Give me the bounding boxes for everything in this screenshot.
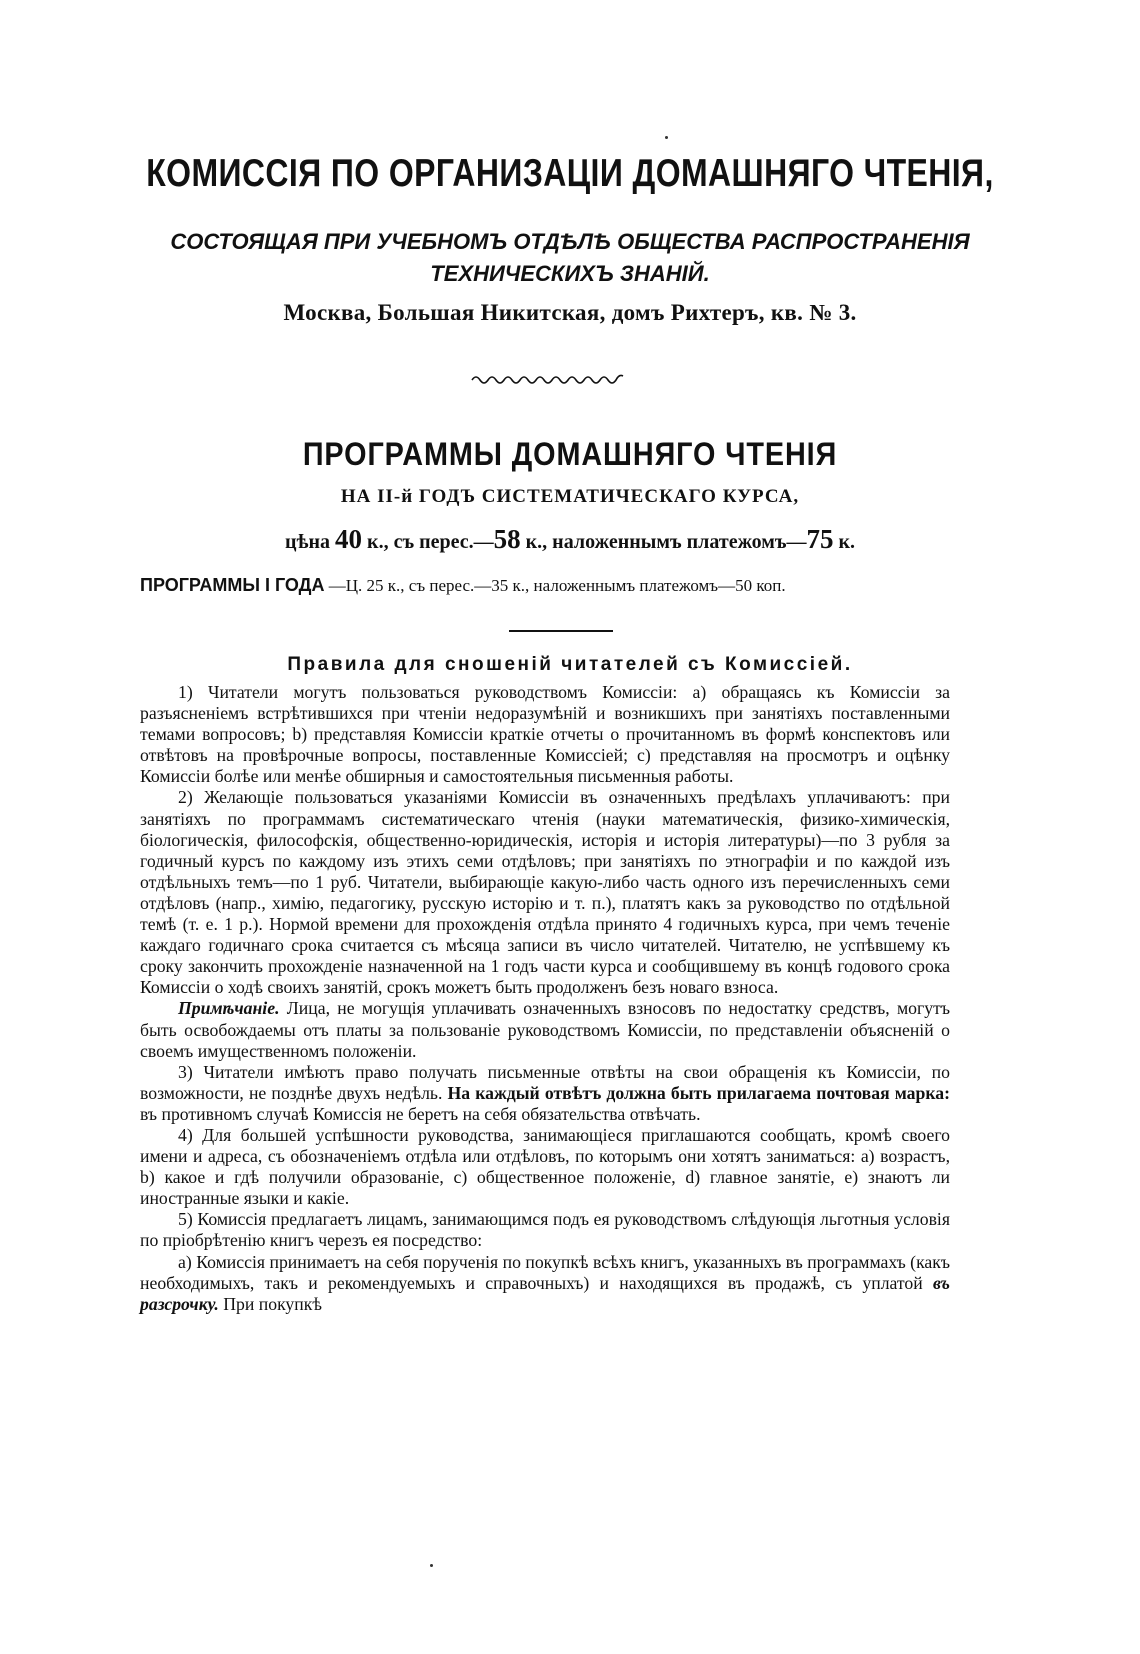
rule-3-text-b: въ противномъ случаѣ Комиссія не беретъ на себя обязательства отвѣчать. bbox=[140, 1103, 701, 1124]
rule-5a bbox=[140, 1252, 950, 1315]
page-subtitle bbox=[0, 226, 1140, 290]
price-suffix-3: к. bbox=[838, 531, 856, 553]
price-line bbox=[0, 524, 1140, 555]
rule-2-note bbox=[140, 998, 950, 1061]
rule-4: 4) Для большей успѣшности руководства, занимающіеся приглашаются сообщать, кромѣ своего имени и адреса, съ обозначеніемъ отдѣла или отдѣловъ, по которымъ они хотятъ заниматься: a) возрастъ, b) какое и гдѣ получили образованіе, c) общественное положеніе, d) главное занятіе, e) знаютъ ли иностранные языки и какіе. bbox=[140, 1124, 950, 1209]
rules-title: Правила для сношеній читателей съ Комиссіей. bbox=[287, 654, 853, 675]
wavy-ornament-divider bbox=[470, 372, 625, 388]
rule-5a-italic: въ разсрочку. bbox=[140, 1272, 950, 1314]
price-value-2: 58 bbox=[493, 524, 521, 554]
programs-subtitle: НА II-й ГОДЪ СИСТЕМАТИЧЕСКАГО КУРСА, bbox=[340, 486, 800, 507]
rule-3-emphasis: На каждый отвѣтъ должна быть прилагаема почтовая марка: bbox=[447, 1082, 951, 1103]
rules-body bbox=[140, 682, 950, 1315]
address-line: Москва, Большая Никитская, домъ Рихтеръ, кв. № 3. bbox=[283, 300, 857, 325]
price-suffix-1: к., съ перес.— bbox=[367, 531, 494, 553]
rule-3-text-a: 3) Читатели имѣютъ право получать письменные отвѣты на свои обращенія къ Комиссіи, по возможности, не позднѣе двухъ недѣль. bbox=[140, 1061, 950, 1103]
price-suffix-2: к., наложеннымъ платежомъ— bbox=[525, 531, 807, 553]
programs-title: ПРОГРАММЫ ДОМАШНЯГО ЧТЕНІЯ bbox=[302, 436, 838, 472]
section-divider bbox=[509, 630, 613, 632]
price-value-3: 75 bbox=[806, 524, 834, 554]
rule-5: 5) Комиссія предлагаетъ лицамъ, занимающимся подъ ея руководствомъ слѣдующія льготныя условія по пріобрѣтенію книгъ черезъ ея посредство: bbox=[140, 1209, 950, 1251]
print-speck bbox=[665, 136, 668, 139]
price-prefix: цѣна bbox=[284, 531, 331, 553]
first-year-programs bbox=[140, 576, 960, 595]
rule-1: 1) Читатели могутъ пользоваться руководствомъ Комиссіи: a) обращаясь къ Комиссіи за разъясненіемъ встрѣтившихся при чтеніи недоразумѣній и возникшихъ при занятіяхъ поставленными темами вопросовъ; b) представляя Комиссіи краткіе отчеты о прочитанномъ въ формѣ конспектовъ или отвѣтовъ на провѣрочные вопросы, поставленные Комиссіей; c) представляя на просмотръ и оцѣнку Комиссіи болѣе или менѣе обширныя и самостоятельныя письменныя работы. bbox=[140, 682, 950, 787]
page-title: КОМИССІЯ ПО ОРГАНИЗАЦІИ ДОМАШНЯГО ЧТЕНІЯ, bbox=[146, 152, 994, 195]
rule-5a-text-2: При покупкѣ bbox=[218, 1293, 322, 1314]
first-year-price: —Ц. 25 к., съ перес.—35 к., наложеннымъ платежомъ—50 коп. bbox=[328, 576, 786, 595]
rule-2: 2) Желающіе пользоваться указаніями Комиссіи въ означенныхъ предѣлахъ уплачиваютъ: при занятіяхъ по программамъ систематическаго чтенія (науки математическія, физико-химическія, біологическія, философскія, общественно-юридическія, исторія и исторія литературы)—по 3 рубля за годичный курсъ по каждому изъ этихъ семи отдѣловъ; при занятіяхъ по этнографіи и по каждой изъ отдѣльныхъ темъ—по 1 руб. Читатели, выбирающіе какую-либо часть одного изъ перечисленныхъ семи отдѣловъ (напр., химію, педагогику, русскую исторію и т. п.), платятъ какъ за руководство по отдѣльной темѣ (т. е. 1 р.). Нормой времени для прохожденія отдѣла принято 4 годичныхъ курса, при чемъ теченіе каждаго годичнаго срока считается съ мѣсяца записи въ число читателей. Читателю, не успѣвшему къ сроку закончить прохожденіе назначенной на 1 годъ части курса и сообщившему въ концѣ годового срока Комиссіи о ходѣ своихъ занятій, срокъ можетъ быть продолженъ безъ новаго взноса. bbox=[140, 787, 950, 998]
rule-3 bbox=[140, 1062, 950, 1125]
subtitle-line-2: ТЕХНИЧЕСКИХЪ ЗНАНІЙ. bbox=[430, 261, 710, 286]
note-text: Лица, не могущія уплачивать означенныхъ взносовъ по недостатку средствъ, могутъ быть освобождаемы отъ платы за пользованіе руководствомъ Комиссіи, по представленіи объясненій о своемъ имущественномъ положеніи. bbox=[140, 998, 950, 1061]
print-speck bbox=[430, 1564, 433, 1567]
note-label: Примѣчаніе. bbox=[178, 998, 280, 1019]
subtitle-line-1: СОСТОЯЩАЯ ПРИ УЧЕБНОМЪ ОТДѢЛѢ ОБЩЕСТВА РАСПРОСТРАНЕНІЯ bbox=[170, 229, 970, 254]
price-value-1: 40 bbox=[335, 524, 363, 554]
rule-5a-text-1: a) Комиссія принимаетъ на себя порученія по покупкѣ всѣхъ книгъ, указанныхъ въ программахъ (какъ необходимыхъ, такъ и рекомендуемыхъ и справочныхъ) и находящихся въ продажѣ, съ уплатой bbox=[140, 1251, 950, 1293]
first-year-label: ПРОГРАММЫ I ГОДА bbox=[140, 575, 325, 595]
